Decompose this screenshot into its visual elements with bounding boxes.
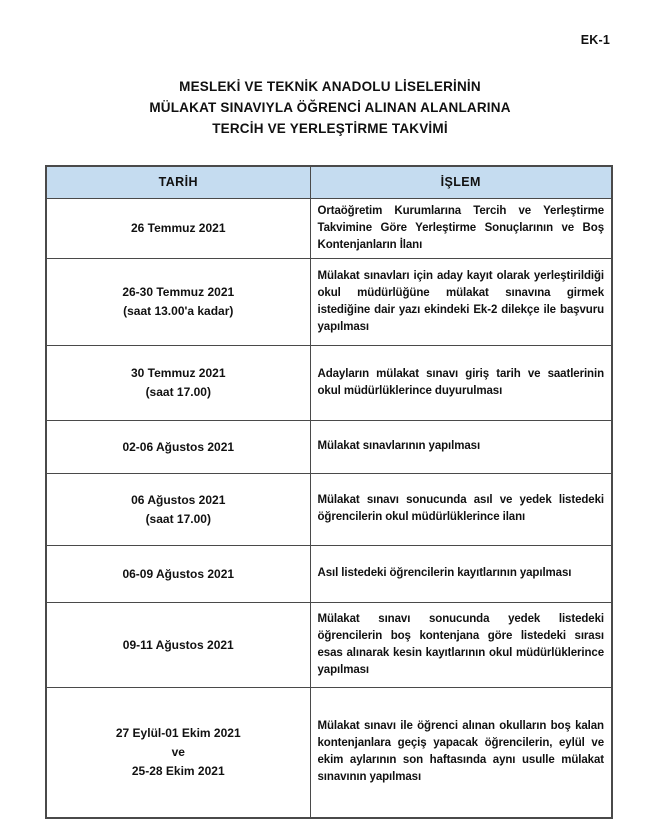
date-cell <box>46 258 310 345</box>
date-line: 26 Temmuz 2021 <box>131 221 226 235</box>
table-row <box>46 198 612 258</box>
table-row <box>46 258 612 345</box>
islem-cell: Mülakat sınavı sonucunda yedek listedeki öğrencilerin boş kontenjana göre listedeki sırası esas alınarak kesin kayıtlarının okul müdürlüklerince yapılması <box>310 602 612 687</box>
title-line-2: MÜLAKAT SINAVIYLA ÖĞRENCİ ALINAN ALANLARINA <box>149 100 511 115</box>
title-line-3: TERCİH VE YERLEŞTİRME TAKVİMİ <box>212 121 448 136</box>
date-cell <box>46 473 310 545</box>
date-line: 06-09 Ağustos 2021 <box>122 566 235 581</box>
date-line: 26-30 Temmuz 2021 <box>122 285 235 299</box>
table-row <box>46 602 612 687</box>
islem-cell: Asıl listedeki öğrencilerin kayıtlarının yapılması <box>310 545 612 602</box>
islem-cell: Ortaöğretim Kurumlarına Tercih ve Yerleştirme Takvimine Göre Yerleştirme Sonuçlarının ve Boş Kontenjanların İlanı <box>310 198 612 258</box>
date-line: 25-28 Ekim 2021 <box>131 764 225 779</box>
schedule-table <box>45 165 613 819</box>
date-line: ve <box>171 745 185 760</box>
header-row <box>46 166 612 198</box>
date-cell <box>46 345 310 420</box>
date-cell <box>46 545 310 602</box>
table-row <box>46 420 612 473</box>
date-cell <box>46 602 310 687</box>
date-line: 02-06 Ağustos 2021 <box>122 439 235 454</box>
date-line: (saat 17.00) <box>145 385 211 399</box>
table-row <box>46 473 612 545</box>
annex-label: EK-1 <box>580 33 610 47</box>
islem-cell: Adayların mülakat sınavı giriş tarih ve saatlerinin okul müdürlüklerince duyurulması <box>310 345 612 420</box>
title-line-1: MESLEKİ VE TEKNİK ANADOLU LİSELERİNİN <box>179 79 481 94</box>
table-row <box>46 545 612 602</box>
column-header-islem: İŞLEM <box>310 166 612 198</box>
date-line: 27 Eylül-01 Ekim 2021 <box>115 726 241 741</box>
date-cell <box>46 420 310 473</box>
date-line: 06 Ağustos 2021 <box>131 492 226 507</box>
islem-cell: Mülakat sınavı sonucunda asıl ve yedek listedeki öğrencilerin okul müdürlüklerince ilanı <box>310 473 612 545</box>
date-line: 09-11 Ağustos 2021 <box>122 637 234 652</box>
date-cell <box>46 687 310 818</box>
date-line: 30 Temmuz 2021 <box>131 366 226 380</box>
table-row <box>46 687 612 818</box>
islem-cell: Mülakat sınavları için aday kayıt olarak yerleştirildiği okul müdürlüğüne mülakat sınavına girmek istediğine dair yazı ekindeki Ek-2 dilekçe ile başvuru yapılması <box>310 258 612 345</box>
schedule-body <box>46 198 612 818</box>
date-line: (saat 13.00'a kadar) <box>123 304 234 318</box>
islem-cell: Mülakat sınavı ile öğrenci alınan okulların boş kalan kontenjanlara geçiş yapacak öğrencilerin, eylül ve ekim aylarının son haftasında aynı usulle mülakat sınavının yapılması <box>310 687 612 818</box>
date-cell <box>46 198 310 258</box>
islem-cell: Mülakat sınavlarının yapılması <box>310 420 612 473</box>
column-header-tarih: TARİH <box>46 166 310 198</box>
page-title <box>0 76 660 139</box>
date-line: (saat 17.00) <box>145 511 211 526</box>
table-row <box>46 345 612 420</box>
